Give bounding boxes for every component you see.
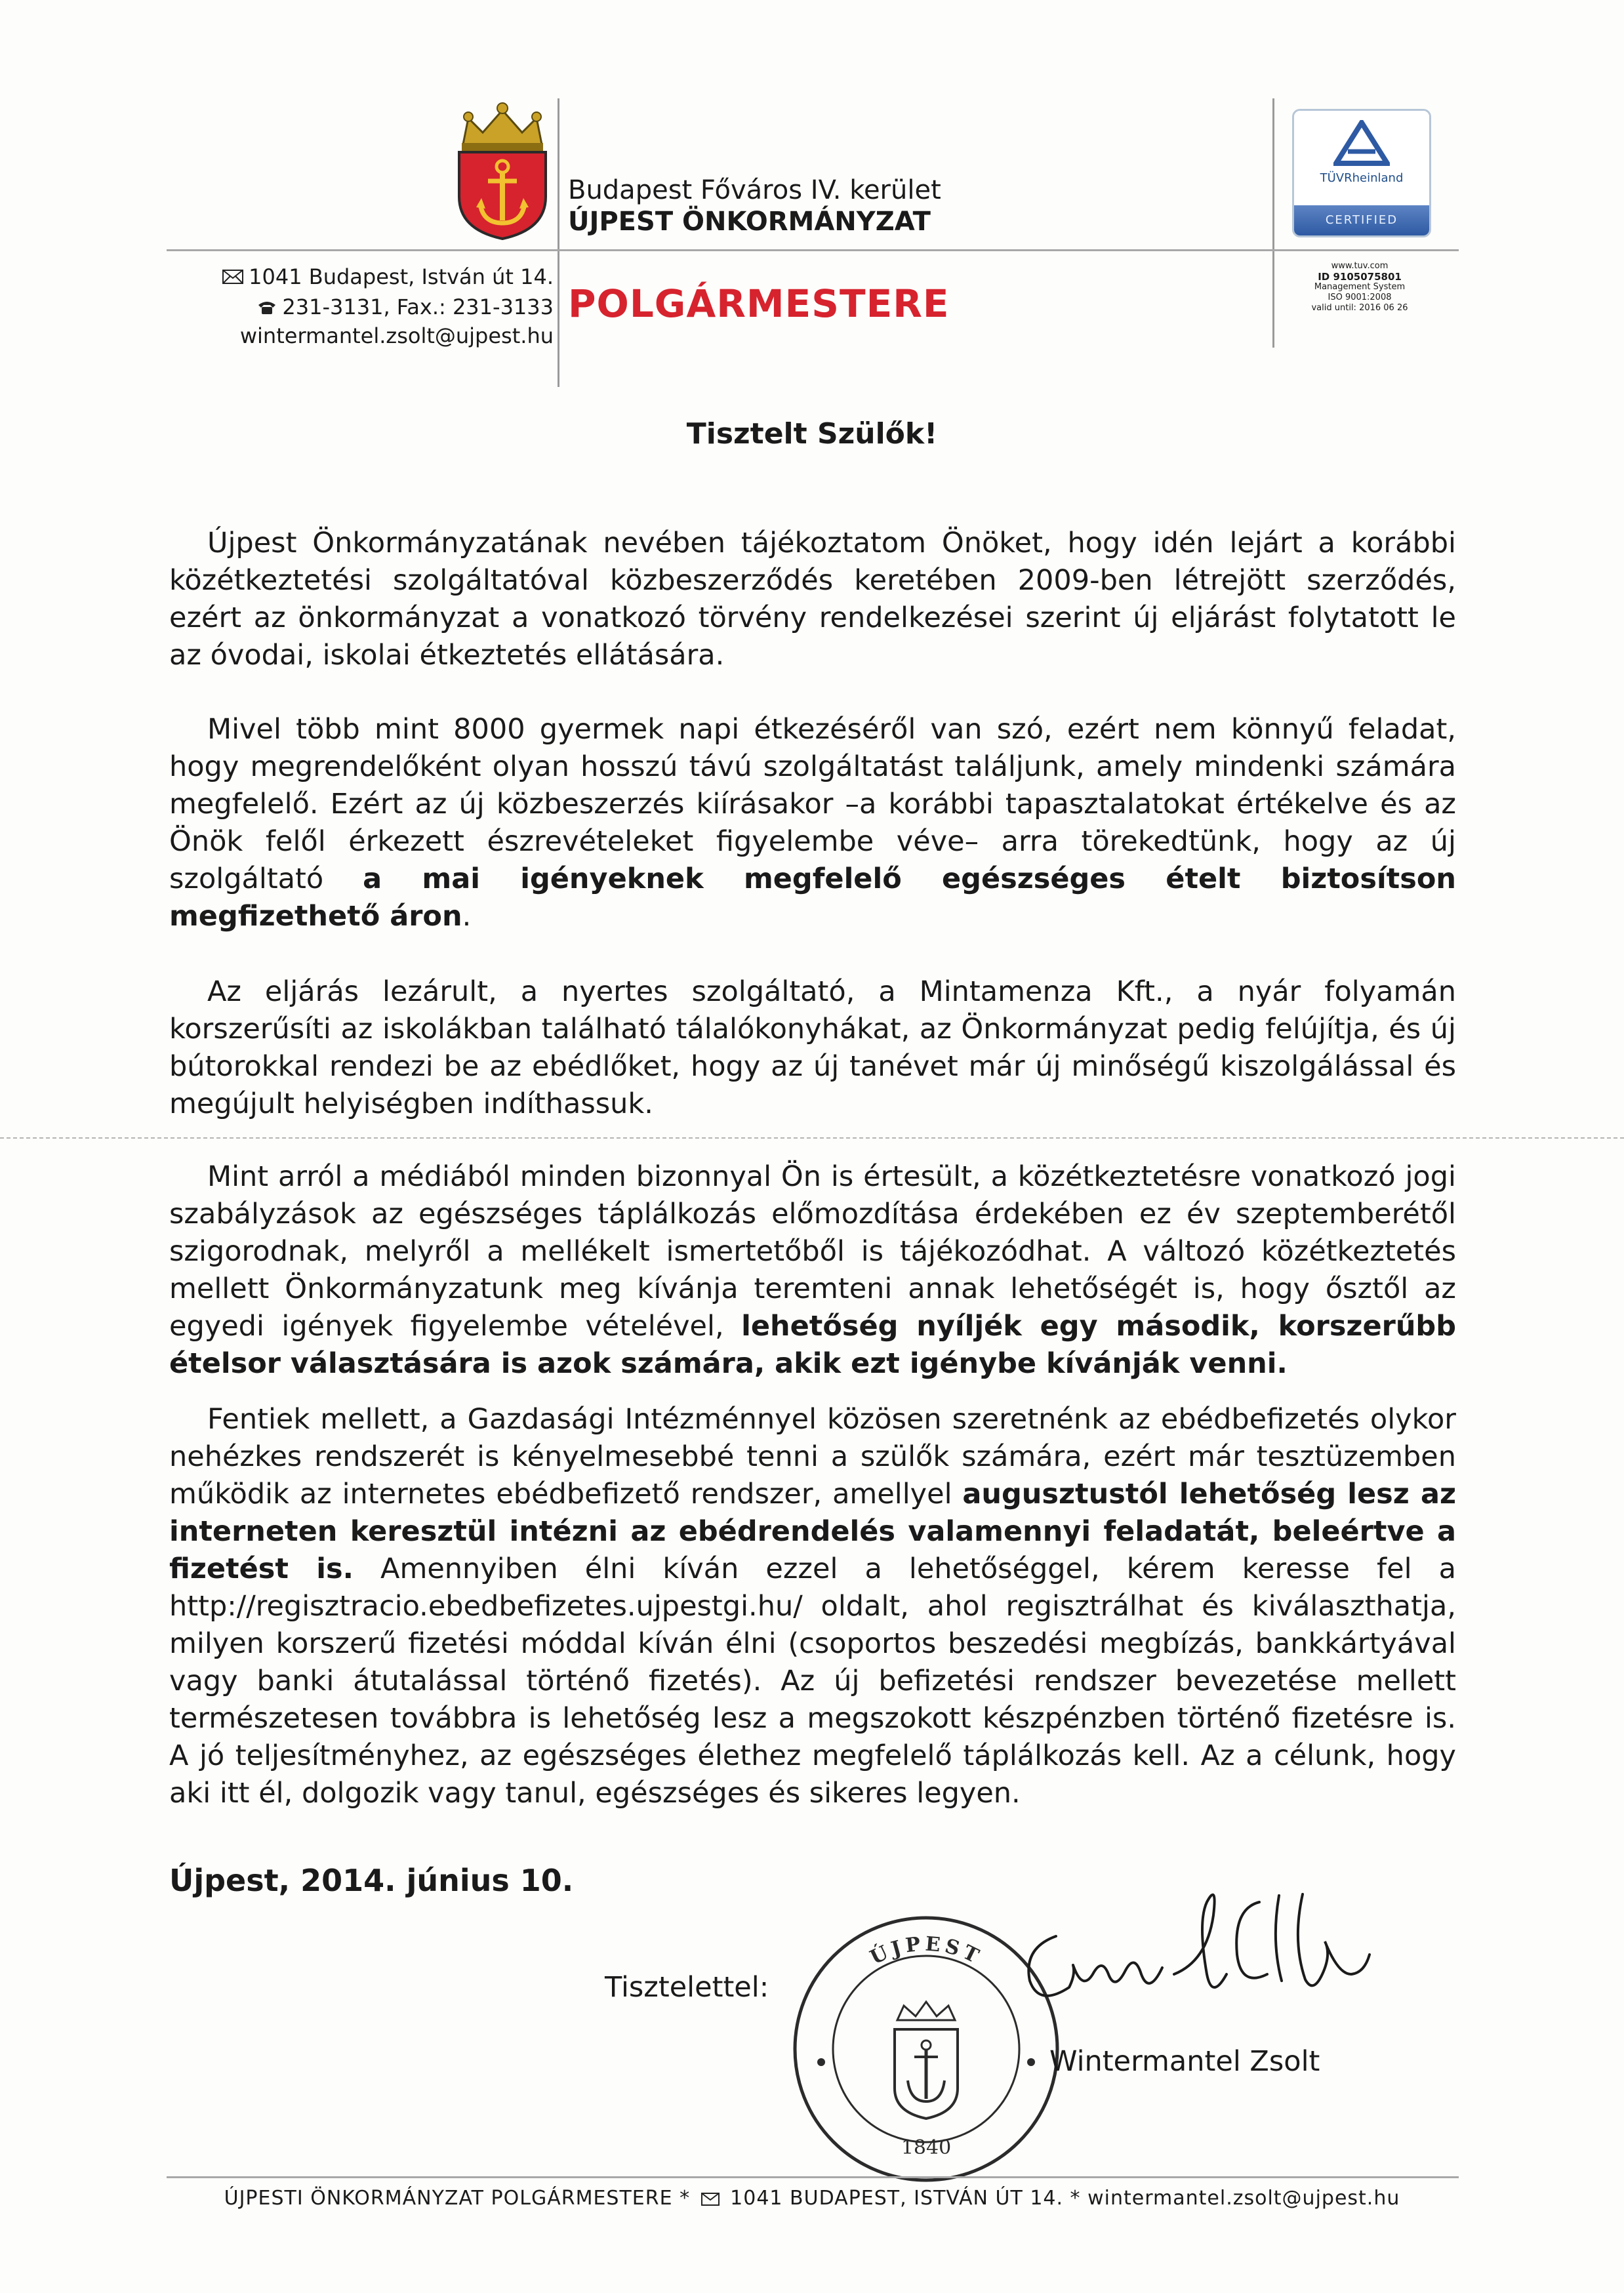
footer-rule bbox=[167, 2176, 1459, 2178]
signer-name: Wintermantel Zsolt bbox=[1049, 2045, 1320, 2078]
footer-address: 1041 BUDAPEST, ISTVÁN ÚT 14. * bbox=[730, 2187, 1081, 2210]
office-title: POLGÁRMESTERE bbox=[568, 281, 950, 326]
coat-of-arms-icon bbox=[443, 98, 561, 243]
paragraph-5-text: Fentiek mellett, a Gazdasági Intézménnyel közösen szeretnénk az ebédbefizetés olykor nehézkes rendszerét is kényelmesebbé tenni a szülők számára, ezért már tesztüzemben működik az internetes ebédbefizető rendszer, amellyel bbox=[169, 1403, 1456, 1511]
paragraph-5-highlight: augusztustól lehetőség lesz az interneten keresztül intézni az ebédrendelés valamennyi feladatát, beleértve a fizetést is. bbox=[169, 1478, 1456, 1585]
footer bbox=[0, 2187, 1624, 2210]
certification-site: www.tuv.com bbox=[1331, 261, 1389, 271]
office-org: ÚJPEST ÖNKORMÁNYZAT bbox=[568, 207, 931, 237]
paragraph-5 bbox=[169, 1401, 1456, 1812]
svg-text:ÚJPEST: ÚJPEST bbox=[866, 1932, 986, 1970]
scan-fold-line bbox=[0, 1137, 1624, 1139]
certification-id: ID 9105075801 bbox=[1318, 271, 1402, 283]
paragraph-5-rest: Amennyiben élni kíván ezzel a lehetőséggel, kérem keresse fel a http://regisztracio.ebedbefizetes.ujpestgi.hu/ oldalt, ahol regisztrálhat és kiválaszthatja, milyen korszerű fizetési móddal kíván élni (csoportos beszedési megbízás, bankkártyával vagy banki átutalással történő fizetés). Az új befizetési rendszer bevezetése mellett természetesen továbbra is lehetőség lesz a megszokott készpénzben történő fizetésre is. A jó teljesítményhez, az egészséges élethez megfelelő táplálkozás kell. Az a célunk, hogy aki itt él, dolgozik vagy tanul, egészséges és sikeres legyen. bbox=[169, 1552, 1456, 1810]
contact-block bbox=[222, 261, 554, 350]
certification-iso: ISO 9001:2008 bbox=[1328, 293, 1392, 302]
contact-phone: 231-3131, Fax.: 231-3133 bbox=[282, 294, 554, 319]
certification-badge bbox=[1292, 109, 1431, 237]
footer-org: ÚJPESTI ÖNKORMÁNYZAT POLGÁRMESTERE * bbox=[224, 2187, 691, 2210]
envelope-icon bbox=[701, 2193, 720, 2206]
certification-valid: valid until: 2016 06 26 bbox=[1311, 303, 1408, 313]
paragraph-2 bbox=[169, 711, 1456, 935]
paragraph-3 bbox=[169, 973, 1456, 1123]
contact-phone-row bbox=[222, 291, 554, 321]
phone-icon bbox=[257, 298, 277, 315]
contact-address-row bbox=[222, 261, 554, 291]
contact-email: wintermantel.zsolt@ujpest.hu bbox=[239, 323, 554, 348]
paragraph-4 bbox=[169, 1158, 1456, 1383]
paragraph-2-highlight: a mai igényeknek megfelelő egészséges ételt biztosítson megfizethető áron bbox=[169, 862, 1456, 933]
envelope-icon bbox=[222, 270, 243, 284]
paragraph-1 bbox=[169, 525, 1456, 674]
office-name: Budapest Főváros IV. kerület bbox=[568, 175, 941, 205]
paragraph-2-text: Mivel több mint 8000 gyermek napi étkezéséről van szó, ezért nem könnyű feladat, hogy megrendelőként olyan hosszú távú szolgáltatást találjunk, amely mindenki számára megfelelő. Ezért az új közbeszerzés kiírásakor –a korábbi tapasztalatokat értékelve és az Önök felől érkezett észrevételeket figyelembe véve– arra törekedtünk, hogy az új szolgáltató bbox=[169, 713, 1456, 895]
header bbox=[0, 0, 1624, 367]
header-divider-right bbox=[1272, 98, 1274, 348]
paragraph-4-highlight: lehetőség nyíljék egy második, korszerűbb ételsor választására is azok számára, akik ezt igénybe kívánják venni. bbox=[169, 1310, 1456, 1380]
seal-year: 1840 bbox=[901, 2136, 952, 2159]
paragraph-3-text: Az eljárás lezárult, a nyertes szolgáltató, a Mintamenza Kft., a nyár folyamán korszerűsíti az iskolákban található tálalókonyhákat, az Önkormányzat pedig felújítja, és új bútorokkal rendezi be az ebédlőket, hogy az új tanévet már új minőségű kiszolgálással és megújult helyiségben indíthassuk. bbox=[169, 975, 1456, 1120]
certification-logo-area bbox=[1294, 111, 1429, 169]
contact-address: 1041 Budapest, István út 14. bbox=[249, 264, 554, 289]
signature-icon bbox=[1010, 1876, 1430, 2033]
tuv-triangle-icon bbox=[1333, 120, 1390, 166]
certification-badge-label: CERTIFIED bbox=[1294, 205, 1429, 235]
paragraph-4-text: Mint arról a médiából minden bizonnyal Ön is értesült, a közétkeztetésre vonatkozó jogi szabályzások az egészséges táplálkozás előmozdítása érdekében ez év szeptemberétől szigorodnak, melyről a mellékelt ismertetőből is tájékozódhat. A változó közétkeztetés mellett Önkormányzatunk meg kívánja teremteni annak lehetőségét is, hogy ősztől az egyedi igények figyelembe vételével, bbox=[169, 1160, 1456, 1343]
salutation: Tisztelt Szülők! bbox=[686, 417, 938, 451]
letter-greeting: Tisztelettel: bbox=[605, 1971, 769, 2004]
paragraph-2-end: . bbox=[462, 900, 472, 933]
header-rule bbox=[167, 249, 1459, 251]
letter-date: Újpest, 2014. június 10. bbox=[169, 1863, 574, 1898]
certification-brand: TÜVRheinland bbox=[1320, 171, 1404, 185]
paragraph-1-text: Újpest Önkormányzatának nevében tájékoztatom Önöket, hogy idén lejárt a korábbi közétkeztetési szolgáltatóval közbeszerződés keretében 2009-ben létrejött szerződés, ezért az önkormányzat a vonatkozó törvény rendelkezései szerint új eljárást folytatott le az óvodai, iskolai étkeztetés ellátására. bbox=[169, 527, 1456, 672]
header-divider-left bbox=[558, 98, 559, 387]
certification-system: Management System bbox=[1314, 282, 1406, 292]
footer-email: wintermantel.zsolt@ujpest.hu bbox=[1087, 2187, 1400, 2210]
certification-details bbox=[1282, 261, 1438, 314]
